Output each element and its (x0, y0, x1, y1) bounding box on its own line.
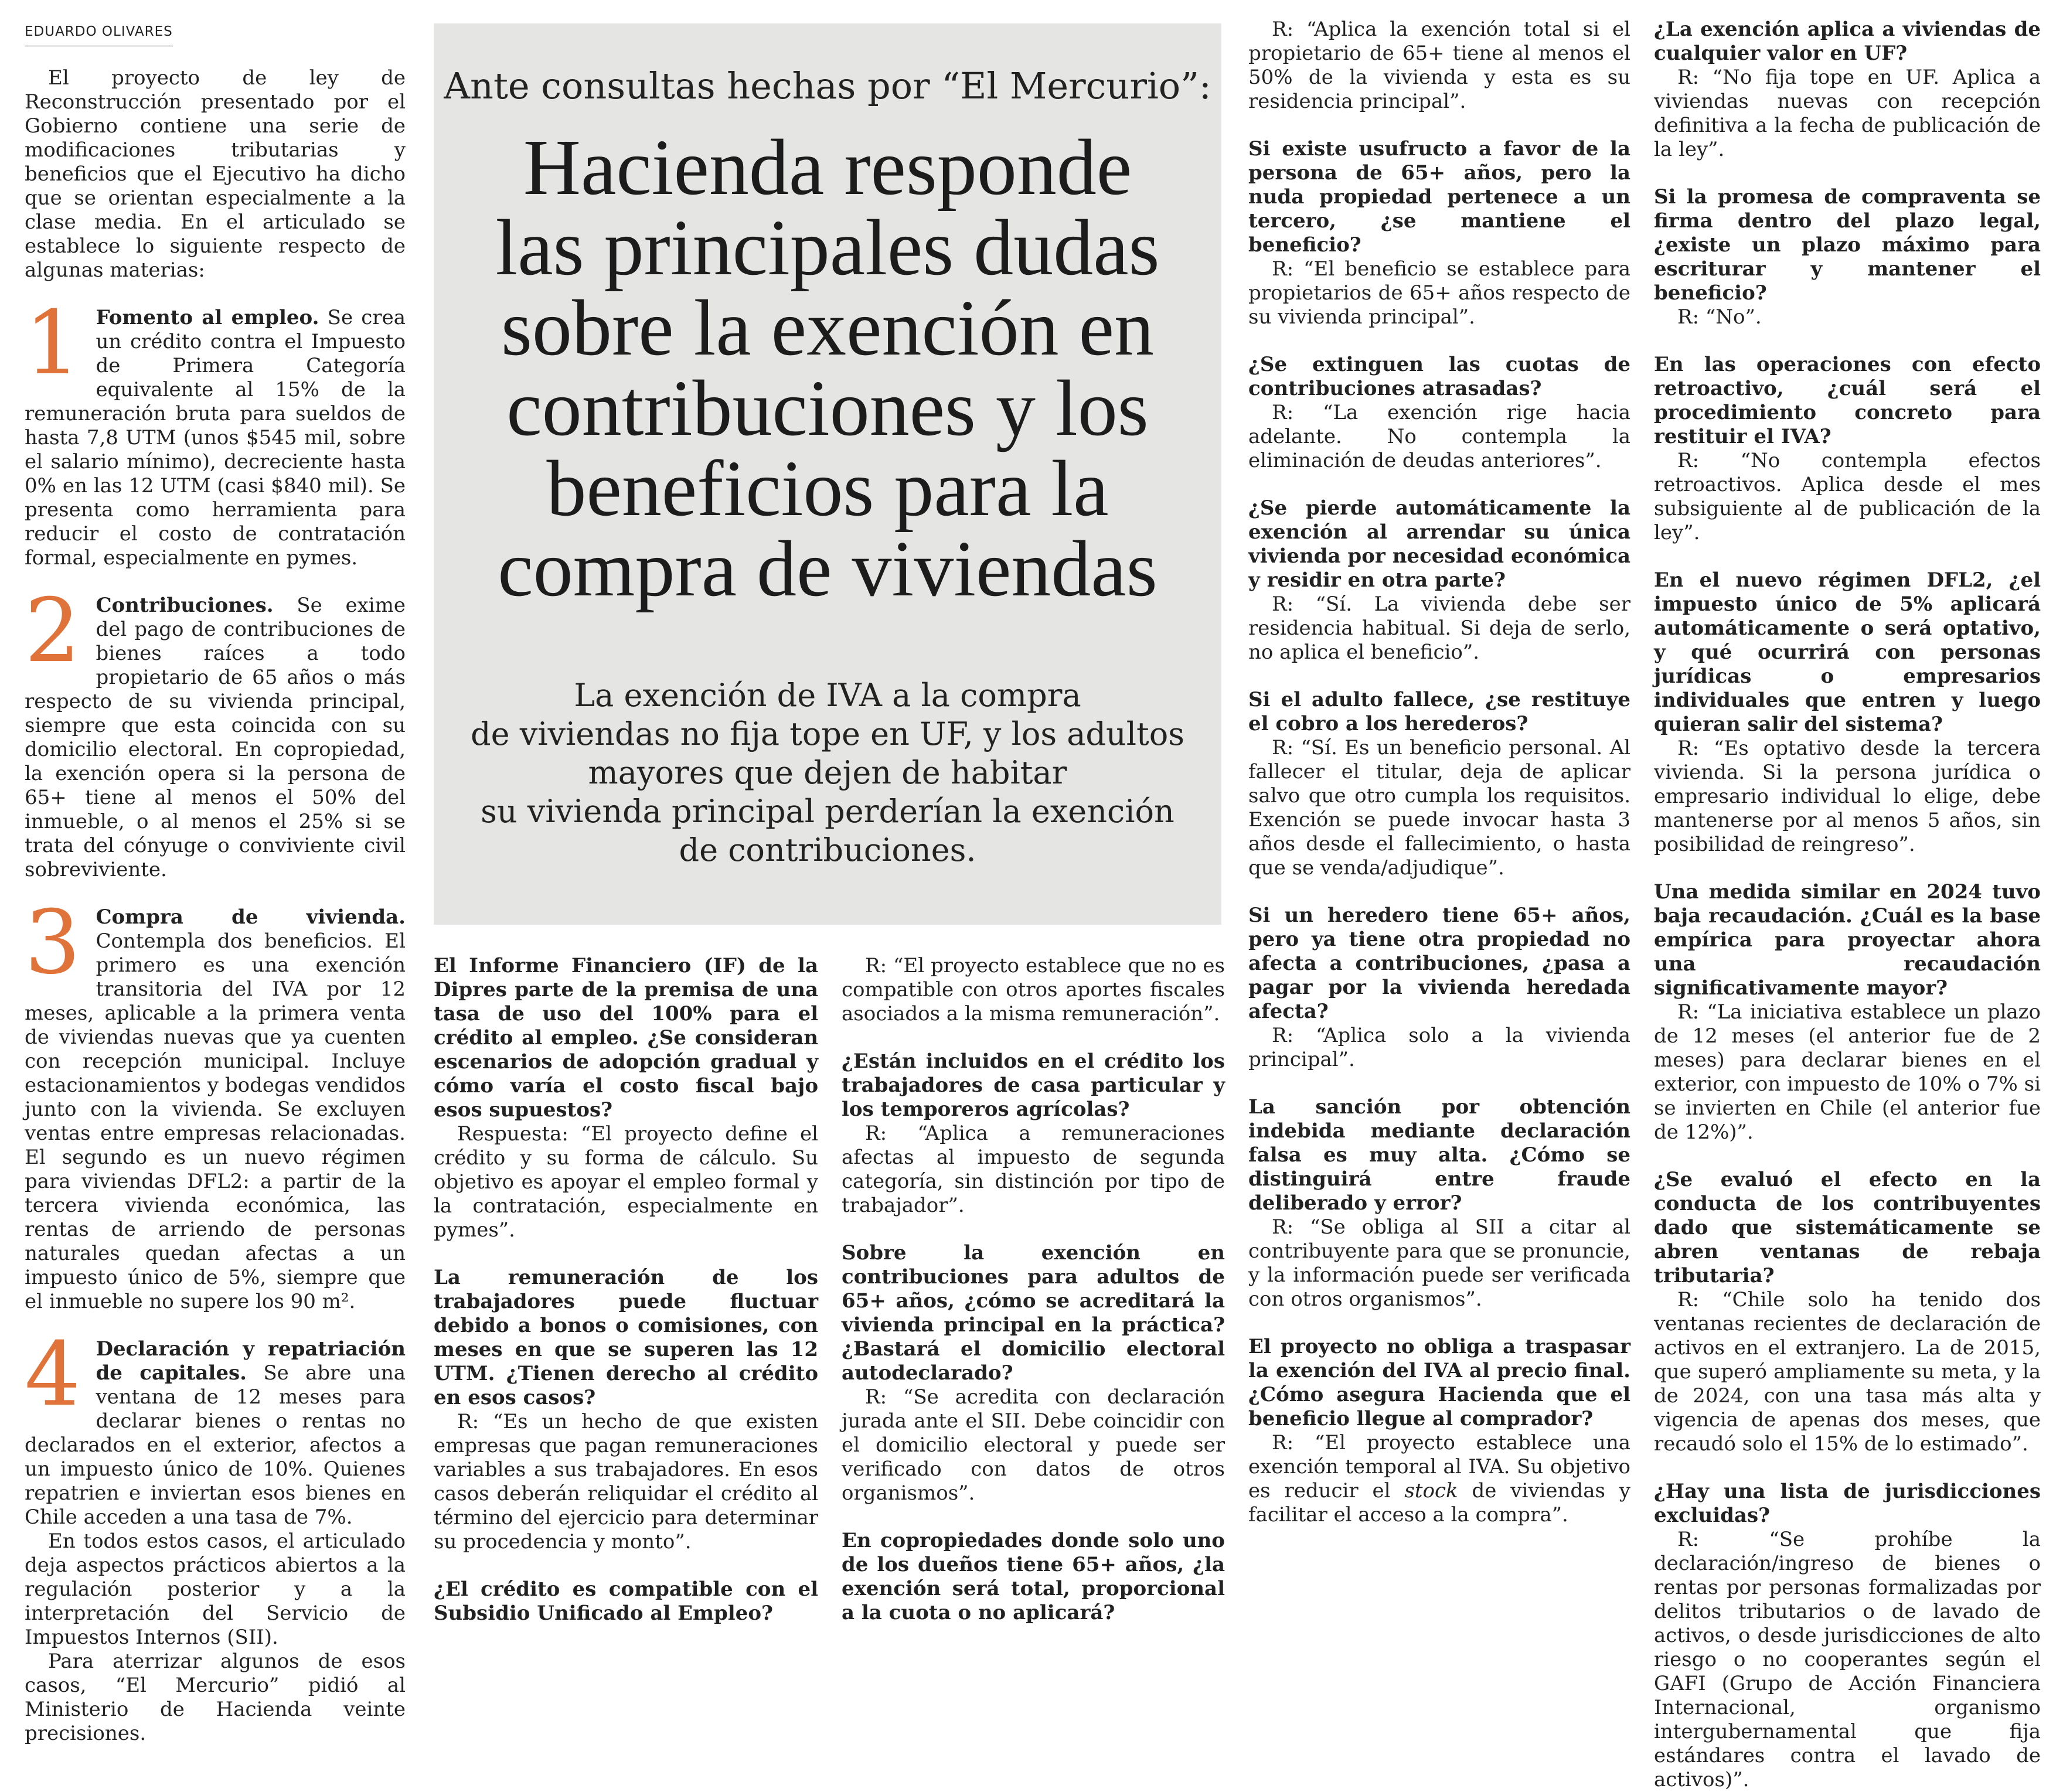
item-number: 1 (25, 292, 81, 394)
question: La remuneración de los trabajadores puede fluctuar debido a bonos o comisiones, con meses en que se superen las 12 UTM. ¿Tienen derecho al crédito en esos casos? (434, 1266, 818, 1409)
answer: R: “La exención rige hacia adelante. No contempla la eliminación de deudas anteriores”. (1248, 401, 1630, 472)
qa-column (1248, 18, 1630, 1527)
closing-paragraph: Para aterrizar algunos de esos casos, “El Mercurio” pidió al Ministerio de Hacienda veinte precisiones. (25, 1650, 406, 1745)
question: En las operaciones con efecto retroactivo, ¿cuál será el procedimiento concreto para restituir el IVA? (1654, 353, 2041, 448)
answer: Respuesta: “El proyecto define el crédito y su forma de cálculo. Su objetivo es apoyar el empleo formal y la contratación, especialmente en pymes”. (434, 1122, 818, 1242)
answer: R: “No”. (1677, 305, 1762, 329)
answer: R: “Sí. La vivienda debe ser residencia habitual. Si deja de serlo, no aplica el beneficio”. (1248, 592, 1630, 664)
subheadline-line: mayores que dejen de habitar (588, 754, 1067, 791)
closing-paragraph: En todos estos casos, el articulado deja aspectos prácticos abiertos a la regulación posterior y a la interpretación del Servicio de Impuestos Internos (SII). (25, 1529, 406, 1649)
question: Si un heredero tiene 65+ años, pero ya tiene otra propiedad no afecta a contribuciones, ¿pasa a pagar por la vivienda heredada afecta? (1248, 904, 1630, 1023)
headline-line: contribuciones y los (506, 364, 1149, 452)
question: Si el adulto fallece, ¿se restituye el cobro a los herederos? (1248, 688, 1630, 735)
answer-text: R: “El proyecto establece una exención temporal al IVA. Su objetivo es reducir el (1248, 1431, 1630, 1503)
list-item (25, 1324, 406, 1529)
kicker: Ante consultas hechas por “El Mercurio”: (444, 64, 1211, 107)
answer: R: “Aplica a remuneraciones afectas al impuesto de segunda categoría, sin distinción por tipo de trabajador”. (842, 1122, 1225, 1217)
qa-column (434, 954, 818, 1626)
subheadline-line: de viviendas no fija tope en UF, y los adultos (471, 716, 1184, 752)
answer: R: “Se obliga al SII a citar al contribuyente para que se pronuncie, y la información puede ser verificada con otros organismos”. (1248, 1215, 1630, 1311)
question: El proyecto no obliga a traspasar la exención del IVA al precio final. ¿Cómo asegura Hacienda que el beneficio llegue al comprador? (1248, 1335, 1630, 1430)
intro-column (25, 18, 406, 1746)
qa-column (842, 954, 1225, 1625)
headline-box (434, 23, 1221, 925)
answer: R: “El proyecto establece que no es compatible con otros aportes fiscales asociados a la misma remuneración”. (842, 954, 1225, 1026)
question: ¿El crédito es compatible con el Subsidio Unificado al Empleo? (434, 1578, 818, 1625)
question: ¿Se evaluó el efecto en la conducta de los contribuyentes dado que sistemáticamente se abren ventanas de rebaja tributaria? (1654, 1168, 2041, 1287)
question: ¿Se pierde automáticamente la exención al arrendar su única vivienda por necesidad económica y residir en otra parte? (1248, 496, 1630, 592)
headline (434, 124, 1221, 613)
question: ¿Hay una lista de jurisdicciones excluidas? (1654, 1480, 2041, 1527)
subheadline (434, 676, 1221, 870)
answer: R: “El beneficio se establece para propietarios de 65+ años respecto de su vivienda principal”. (1248, 257, 1630, 329)
question: Si la promesa de compraventa se firma dentro del plazo legal, ¿existe un plazo máximo para escriturar y mantener el beneficio? (1654, 185, 2041, 305)
question: ¿La exención aplica a viviendas de cualquier valor en UF? (1654, 18, 2041, 65)
answer (1248, 1431, 1630, 1527)
list-item (25, 580, 406, 882)
question: ¿Se extinguen las cuotas de contribuciones atrasadas? (1248, 353, 1630, 400)
item-title: Fomento al empleo. (96, 306, 319, 329)
answer: R: “Chile solo ha tenido dos ventanas recientes de declaración de activos en el extranjero. La de 2015, que superó ampliamente su meta, y la de 2024, con una tasa más alta y vigencia de apenas dos meses, que recaudó solo el 15% de lo estimado”. (1654, 1288, 2041, 1456)
subheadline-line: su vivienda principal perderían la exención (481, 793, 1175, 830)
answer: R: “Aplica la exención total si el propietario de 65+ tiene al menos el 50% de la vivienda y esta es su residencia principal”. (1248, 18, 1630, 113)
qa-column (1654, 18, 2041, 1792)
answer: R: “Es optativo desde la tercera vivienda. Si la persona jurídica o empresario individual lo elige, debe mantenerse por al menos 5 años, sin posibilidad de reingreso”. (1654, 737, 2041, 856)
intro-paragraph: El proyecto de ley de Reconstrucción presentado por el Gobierno contiene una serie de modificaciones tributarias y beneficios que el Ejecutivo ha dicho que se orientan especialmente a la clase media. En el articulado se establece lo siguiente respecto de algunas materias: (25, 66, 406, 282)
question: ¿Están incluidos en el crédito los trabajadores de casa particular y los temporeros agrícolas? (842, 1050, 1225, 1121)
item-number: 3 (25, 892, 81, 994)
list-item (25, 292, 406, 570)
answer: R: “Se prohíbe la declaración/ingreso de bienes o rentas por personas formalizadas por delitos tributarios o de lavado de activos, o desde jurisdicciones de alto riesgo o no cooperantes según el GAFI (Grupo de Acción Financiera Internacional, organismo intergubernamental que fija estándares contra el lavado de activos)”. (1654, 1528, 2041, 1791)
item-text: Se abre una ventana de 12 meses para declarar bienes o rentas no declarados en el exterior, afectos a un impuesto único de 10%. Quienes repatrien e inviertan esos bienes en Chile acceden a una tasa de 7%. (25, 1361, 406, 1529)
answer: R: “Es un hecho de que existen empresas que pagan remuneraciones variables a sus trabajadores. En esos casos deberán reliquidar el crédito al término del ejercicio para determinar su procedencia y monto”. (434, 1410, 818, 1553)
headline-line: beneficios para la (546, 445, 1109, 533)
question: Una medida similar en 2024 tuvo baja recaudación. ¿Cuál es la base empírica para proyectar ahora una recaudación significativamente mayor? (1654, 880, 2041, 1000)
subheadline-line: La exención de IVA a la compra (574, 677, 1081, 714)
item-number: 2 (25, 580, 81, 682)
headline-line: compra de viviendas (498, 525, 1158, 613)
headline-line: Hacienda responde (523, 124, 1132, 212)
headline-line: sobre la exención en (501, 284, 1154, 372)
answer: R: “Aplica solo a la vivienda principal”. (1248, 1024, 1630, 1071)
headline-line: las principales dudas (495, 204, 1160, 292)
item-number: 4 (25, 1324, 81, 1426)
answer: R: “No contempla efectos retroactivos. Aplica desde el mes subsiguiente al de publicación de la ley”. (1654, 449, 2041, 544)
answer: R: “La iniciativa establece un plazo de 12 meses (el anterior fue de 2 meses) para declarar bienes en el exterior, con impuesto de 10% o 7% si se invierten en Chile (el anterior fue de 12%)”. (1654, 1000, 2041, 1144)
question: Si existe usufructo a favor de la persona de 65+ años, pero la nuda propiedad pertenece a un tercero, ¿se mantiene el beneficio? (1248, 137, 1630, 257)
byline: EDUARDO OLIVARES (25, 20, 173, 46)
question: La sanción por obtención indebida mediante declaración falsa es muy alta. ¿Cómo se distinguirá entre fraude deliberado y error? (1248, 1095, 1630, 1215)
answer-emphasis: stock (1404, 1479, 1458, 1503)
item-title: Declaración y repatriación de capitales. (96, 1337, 406, 1385)
list-item (25, 892, 406, 1314)
subheadline-line: de contribuciones. (679, 832, 976, 868)
answer-text: de viviendas y facilitar el acceso a la compra”. (1248, 1479, 1630, 1527)
item-title: Contribuciones. (96, 594, 274, 617)
item-text: Contempla dos beneficios. El primero es una exención transitoria del IVA por 12 meses, aplicable a la primera venta de viviendas nuevas que ya cuenten con recepción municipal. Incluye estacionamientos y bodegas vendidos junto con la vivienda. Se excluyen ventas entre empresas relacionadas. El segundo es un nuevo régimen para viviendas DFL2: a partir de la tercera vivienda económica, las rentas de arriendo de personas naturales quedan afectas a un impuesto único de 5%, siempre que el inmueble no supere los 90 m². (25, 929, 406, 1313)
question: El Informe Financiero (IF) de la Dipres parte de la premisa de una tasa de uso del 100% para el crédito al empleo. ¿Se consideran escenarios de adopción gradual y cómo varía el costo fiscal bajo esos supuestos? (434, 954, 818, 1122)
item-title: Compra de vivienda. (96, 905, 406, 929)
item-text: Se crea un crédito contra el Impuesto de Primera Categoría equivalente al 15% de la remuneración bruta para sueldos de hasta 7,8 UTM (unos $545 mil, sobre el salario mínimo), decreciente hasta 0% en las 12 UTM (casi $840 mil). Se presenta como herramienta para reducir el costo de contratación formal, especialmente en pymes. (25, 306, 406, 570)
question: Sobre la exención en contribuciones para adultos de 65+ años, ¿cómo se acreditará la vivienda principal en la práctica? ¿Bastará el domicilio electoral autodeclarado? (842, 1241, 1225, 1385)
question: En copropiedades donde solo uno de los dueños tiene 65+ años, ¿la exención será total, proporcional a la cuota o no aplicará? (842, 1529, 1225, 1624)
item-text: Se exime del pago de contribuciones de bienes raíces a todo propietario de 65 años o más respecto de su vivienda principal, siempre que esta coincida con su domicilio electoral. En copropiedad, la exención opera si la persona de 65+ tiene al menos el 50% del inmueble, o al menos el 25% si se trata del cónyuge o conviviente civil sobreviviente. (25, 594, 406, 881)
question: En el nuevo régimen DFL2, ¿el impuesto único de 5% aplicará automáticamente o será optativo, y qué ocurrirá con personas jurídicas o empresarios individuales que entren y luego quieran salir del sistema? (1654, 568, 2041, 736)
answer: R: “Se acredita con declaración jurada ante el SII. Debe coincidir con el domicilio electoral y puede ser verificado con datos de otros organismos”. (842, 1385, 1225, 1505)
answer: R: “Sí. Es un beneficio personal. Al fallecer el titular, deja de aplicar salvo que otro cumpla los requisitos. Exención se puede invocar hasta 3 años desde el fallecimiento, o hasta que se venda/adjudique”. (1248, 736, 1630, 880)
answer: R: “No fija tope en UF. Aplica a viviendas nuevas con recepción definitiva a la fecha de publicación de la ley”. (1654, 66, 2041, 161)
